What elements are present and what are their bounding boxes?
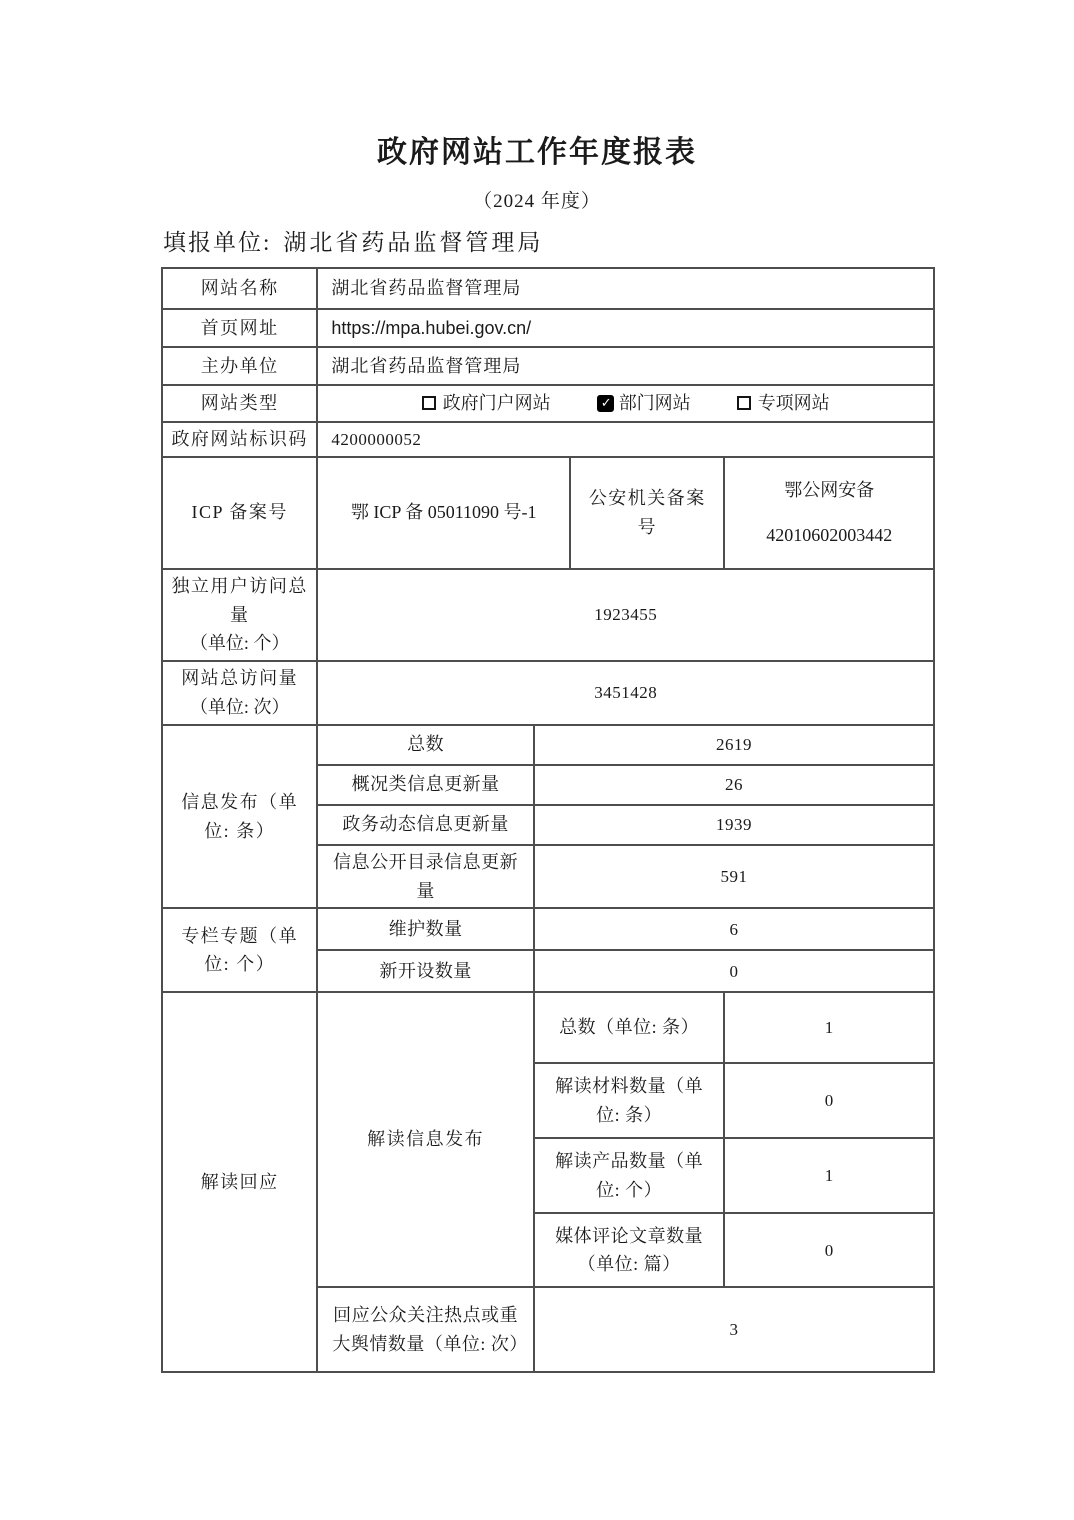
row-special-maintained (162, 908, 934, 950)
sponsor-label: 主办单位 (162, 347, 317, 385)
interpretation-row-label: 解读产品数量（单位: 个） (534, 1138, 724, 1213)
reporter-line (163, 228, 1074, 258)
site-name-label: 网站名称 (162, 268, 317, 309)
row-home-url (162, 309, 934, 347)
police-filing-value-line2: 42010602003442 (766, 524, 893, 545)
row-total-visits (162, 661, 934, 725)
unique-visitors-name: 独立用户访问总量 (171, 575, 308, 625)
icp-value: 鄂 ICP 备 05011090 号-1 (317, 457, 570, 569)
row-unique-visitors (162, 569, 934, 661)
police-filing-value (724, 457, 934, 569)
site-code-value: 4200000052 (317, 422, 934, 457)
row-icp (162, 457, 934, 569)
special-columns-row-label: 维护数量 (317, 908, 534, 950)
home-url-label: 首页网址 (162, 309, 317, 347)
interpretation-row-value: 1 (724, 1138, 934, 1213)
unique-visitors-unit: （单位: 个） (189, 633, 290, 654)
info-publish-row-value: 26 (534, 765, 934, 805)
info-publish-row-value: 591 (534, 845, 934, 909)
site-type-option-label: 部门网站 (618, 393, 691, 414)
row-info-publish-total (162, 725, 934, 765)
site-type-options-cell (317, 385, 934, 422)
info-publish-row-label: 信息公开目录信息更新量 (317, 845, 534, 909)
icp-label: ICP 备案号 (162, 457, 317, 569)
site-type-option-gov-portal[interactable] (422, 389, 551, 418)
special-columns-group-label: 专栏专题（单位: 个） (162, 908, 317, 992)
special-columns-row-value: 0 (534, 950, 934, 992)
interpretation-row-value: 1 (724, 992, 934, 1063)
police-filing-label: 公安机关备案号 (570, 457, 724, 569)
checkbox-unchecked-icon[interactable] (422, 396, 436, 410)
annual-report-table (161, 267, 935, 1373)
interpretation-group-label: 解读回应 (162, 992, 317, 1372)
reporter-value: 湖北省药品监督管理局 (283, 230, 544, 255)
site-name-value: 湖北省药品监督管理局 (317, 268, 934, 309)
row-site-code (162, 422, 934, 457)
special-columns-row-label: 新开设数量 (317, 950, 534, 992)
site-type-option-special[interactable] (737, 389, 830, 418)
interpretation-row-label: 总数（单位: 条） (534, 992, 724, 1063)
row-interpretation-total (162, 992, 934, 1063)
checkbox-checked-icon[interactable] (597, 395, 614, 412)
page-title: 政府网站工作年度报表 (377, 136, 697, 169)
info-publish-row-label: 总数 (317, 725, 534, 765)
home-url-value: https://mpa.hubei.gov.cn/ (317, 309, 934, 347)
site-type-label: 网站类型 (162, 385, 317, 422)
site-type-option-department[interactable] (597, 389, 691, 418)
page-subtitle: （2024 年度） (473, 191, 601, 212)
interpretation-row-label: 解读材料数量（单位: 条） (534, 1063, 724, 1138)
info-publish-row-label: 政务动态信息更新量 (317, 805, 534, 845)
row-site-type (162, 385, 934, 422)
info-publish-row-value: 1939 (534, 805, 934, 845)
unique-visitors-label (162, 569, 317, 661)
total-visits-label (162, 661, 317, 725)
police-filing-value-line1: 鄂公网安备 (784, 480, 875, 500)
total-visits-unit: （单位: 次） (189, 696, 290, 717)
site-code-label: 政府网站标识码 (162, 422, 317, 457)
special-columns-row-value: 6 (534, 908, 934, 950)
checkbox-unchecked-icon[interactable] (737, 396, 751, 410)
unique-visitors-value: 1923455 (317, 569, 934, 661)
total-visits-name: 网站总访问量 (181, 668, 299, 689)
sponsor-value: 湖北省药品监督管理局 (317, 347, 934, 385)
site-type-option-label: 专项网站 (757, 393, 830, 414)
row-site-name (162, 268, 934, 309)
interpretation-row-value: 0 (724, 1063, 934, 1138)
interpretation-hotspot-label: 回应公众关注热点或重大舆情数量（单位: 次） (317, 1287, 534, 1372)
info-publish-row-value: 2619 (534, 725, 934, 765)
info-publish-row-label: 概况类信息更新量 (317, 765, 534, 805)
reporter-label: 填报单位: (163, 230, 272, 255)
interpretation-hotspot-value: 3 (534, 1287, 934, 1372)
interpretation-row-label: 媒体评论文章数量（单位: 篇） (534, 1213, 724, 1287)
interpretation-publish-label: 解读信息发布 (317, 992, 534, 1287)
total-visits-value: 3451428 (317, 661, 934, 725)
row-sponsor (162, 347, 934, 385)
site-type-option-label: 政府门户网站 (442, 393, 551, 414)
interpretation-row-value: 0 (724, 1213, 934, 1287)
info-publish-group-label: 信息发布（单位: 条） (162, 725, 317, 909)
